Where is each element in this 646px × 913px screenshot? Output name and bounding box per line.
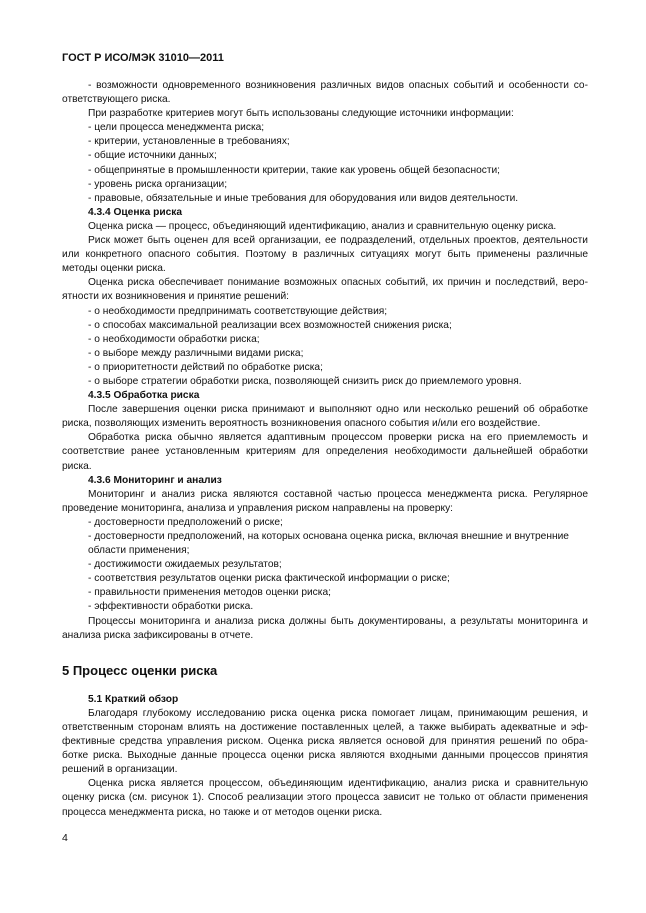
paragraph: Оценка риска обеспечивает понимание возможных опасных событий, их причин и последствий, вероятности их возникновения и принятие решений:	[62, 277, 588, 303]
list-item: - уровень риска организации;	[88, 178, 228, 190]
list-item: - о необходимости предпринимать соответствующие действия;	[88, 305, 388, 317]
list-item: - о необходимости обработки риска;	[88, 333, 260, 345]
list-item: - о выборе между различными видами риска;	[88, 347, 304, 359]
list-item: - общие источники данных;	[88, 150, 217, 162]
paragraph: Оценка риска — процесс, объединяющий идентификацию, анализ и сравнительную оценку риска.	[88, 220, 557, 232]
list-item: - эффективности обработки риска.	[88, 601, 254, 613]
list-item: - достижимости ожидаемых результатов;	[88, 559, 282, 571]
paragraph: Оценка риска является процессом, объединяющим идентификацию, анализ риска и сравнительную оценку риска (см. рисунок 1). Способ реализации этого процесса зависит не только от области применения процесса менеджмента риска, но также и от методов оценки риска.	[62, 778, 588, 818]
list-item: - цели процесса менеджмента риска;	[88, 122, 265, 134]
paragraph: При разработке критериев могут быть использованы следующие источники информации:	[88, 108, 514, 120]
paragraph: Обработка риска обычно является адаптивным процессом проверки риска на его приемлемость и соответствие ранее установленным критериям для определения необходимости дальнейшей обработки риска.	[62, 432, 588, 472]
list-item: - достоверности предположений, на которых основана оценка риска, включая внешние и внутренние области применения;	[88, 531, 569, 557]
list-item: - достоверности предположений о риске;	[88, 516, 283, 528]
list-item: - о способах максимальной реализации всех возможностей снижения риска;	[88, 319, 452, 331]
list-item: - критерии, установленные в требованиях;	[88, 136, 290, 148]
paragraph: Риск может быть оценен для всей организации, ее подразделений, отдельных проектов, деятельности или конкретного опасного события. Поэтому в различных ситуациях могут быть применены различные методы оценки риска.	[62, 235, 588, 275]
section-heading: 4.3.4 Оценка риска	[88, 206, 183, 218]
section-heading: 4.3.6 Мониторинг и анализ	[88, 474, 222, 486]
list-item: - о выборе стратегии обработки риска, позволяющей снизить риск до приемлемого уровня.	[88, 375, 522, 387]
page-content	[62, 79, 588, 820]
paragraph: - возможности одновременного возникновения различных видов опасных событий и особенности соответствующего риска.	[62, 80, 588, 106]
list-item: - общепринятые в промышленности критерии, такие как уровень общей безопасности;	[88, 164, 501, 176]
paragraph: Мониторинг и анализ риска являются составной частью процесса менеджмента риска. Регулярное проведение мониторинга, анализа и управления риском направлены на проверку:	[62, 488, 588, 514]
chapter-heading: 5 Процесс оценки риска	[62, 662, 218, 678]
list-item: - соответствия результатов оценки риска фактической информации о риске;	[88, 573, 450, 585]
list-item: - правовые, обязательные и иные требования для оборудования или видов деятельности.	[88, 192, 519, 204]
paragraph: После завершения оценки риска принимают и выполняют одно или несколько решений об обработке риска, позволяющих изменить вероятность возникновения опасного события и/или его воздействие.	[62, 404, 588, 430]
list-item: - о приоритетности действий по обработке риска;	[88, 361, 323, 373]
subsection-heading: 5.1 Краткий обзор	[88, 693, 179, 705]
list-item: - правильности применения методов оценки риска;	[88, 587, 331, 599]
paragraph: Благодаря глубокому исследованию риска оценка риска помогает лицам, принимающим решения, и ответственным сторонам влиять на достижение поставленных целей, а также выбирать адекватные и эффективные средства управления риском. Оценка риска является основой для принятия решений по обработке риска. Выходные данные процесса оценки риска являются входными данными процессов принятия решений в организации.	[62, 707, 588, 776]
paragraph: Процессы мониторинга и анализа риска должны быть документированы, а результаты мониторинга и анализа риска зафиксированы в отчете.	[62, 615, 588, 641]
page-header: ГОСТ Р ИСО/МЭК 31010—2011	[62, 52, 224, 64]
section-heading: 4.3.5 Обработка риска	[88, 390, 200, 402]
page-number: 4	[62, 832, 68, 844]
